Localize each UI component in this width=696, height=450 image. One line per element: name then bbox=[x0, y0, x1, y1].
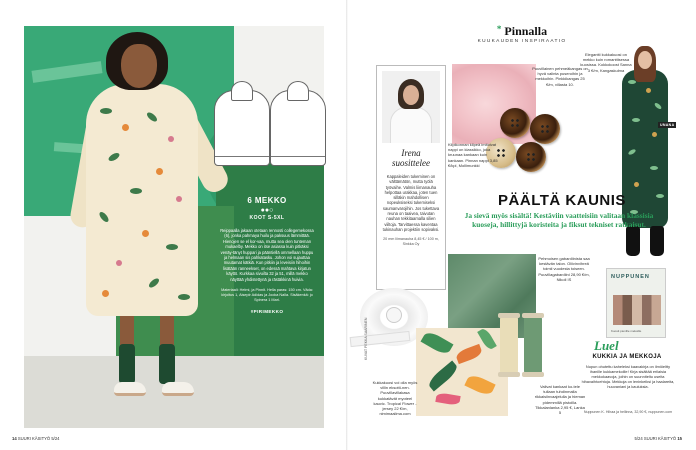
recommendation-price: 20 mm liimanauha 8,45 € / 100 m, Sinkka Oy bbox=[383, 237, 439, 247]
product-hashtag: #PIRIMEKKO bbox=[250, 309, 284, 315]
recommendation-text: Kappaleiden tukeminen on välttämätön, mutta työlä työvaihe. Valmis liimanauha helpottaa urakkaa, joten tuen silläkin mahdollisen nopeuksiseksi tukemiseksi saumanvarojihin. Jos tukettava reuna on taaivea, taivutan nauhan tekkitaamalla silien viiltoja. Tarvittaessa kaventaa tukinauhan projektiin sopivaksi. bbox=[382, 174, 440, 232]
recommendation-box bbox=[376, 65, 446, 290]
model-tag: UNANA bbox=[660, 123, 675, 127]
model-sock bbox=[159, 344, 175, 384]
portrait-photo bbox=[382, 71, 440, 143]
deck-text: Ja sievä myös sisältä! Kestäviin vaatteisiin valitaan klassisia kuoseja, hillittyjä koristeita ja fiksut tekniset ratkaisut. bbox=[464, 211, 654, 230]
book-cover-subtitle: Kuosit pienille mekoille bbox=[611, 329, 642, 333]
model-face bbox=[121, 44, 157, 88]
model-shoe bbox=[114, 382, 146, 396]
caption-pink-fabric: Puuvillainen pehmeäkangas on hyvä valinta puseroihin ja mekkoihin. Pinkkikangas 25 €/m, villasta 10. bbox=[532, 66, 588, 87]
book-heading: KUKKIA JA MEKKOJA bbox=[592, 354, 662, 360]
folio-text: 5/24 SUURI KÄSITYÖ bbox=[634, 436, 677, 441]
model-sock bbox=[119, 344, 135, 384]
book-price: Nuppunen K. Hihaa ja hellinna, 32,90 €, nuppunen.com bbox=[583, 410, 673, 414]
product-title: 6 MEKKO bbox=[247, 196, 287, 205]
caption-elegant-fabric: Elegantti kukkakuosi on mekko kuin romanttisessa kuosissa. Kokkokoost Sanna 3 €/m, Kangaskulma bbox=[580, 52, 632, 73]
model-dress bbox=[86, 84, 198, 316]
headline: PÄÄLTÄ KAUNIS bbox=[498, 192, 626, 209]
page-folio bbox=[635, 436, 683, 441]
tropical-fabric-photo bbox=[416, 328, 508, 416]
drawing-front bbox=[214, 90, 270, 166]
brand-title: Pinnalla bbox=[504, 24, 548, 38]
product-materials: Materiaali: Helmi, ja Pinnit. Hella paras: 150 cm. Väda: kirjoitus 1, Aiseplr Adidas ja Jooka Nalla. Sisäkenkä: jo Spinera 1 Mari. bbox=[221, 288, 313, 303]
section-brand bbox=[348, 24, 696, 39]
folio-text: SUURI KÄSITYÖ 5/24 bbox=[17, 436, 60, 441]
recommender-signature: Irena suosittelee bbox=[392, 148, 430, 168]
product-sizes: KOOT S-5XL bbox=[249, 215, 285, 221]
caption-thread: Valivat kankaat ko-tele tullaan tuhdinmalla rikkaisiinvaajelulla ja hieman pidemmillä pistoilla. Tikkalanlanka 2,95 €, Lanka 5 bbox=[534, 384, 586, 416]
book-exclaim: Luel bbox=[594, 338, 619, 353]
drawing-back bbox=[270, 90, 326, 166]
page-number: 14 bbox=[12, 436, 17, 441]
photo-credit: KUVAT PEKKA SAARINEN bbox=[364, 317, 368, 360]
book-description: Nupun ohutettu kaheleksi kaavakirja on ilmiöeltty ihanille kukkamekoille! Kirja sisältää erilaisia mekkokaavoja, joihin on suunniteltu useita hihavaihtoehtoja. Mekkoja on leninkeiksi ja haalareita, huuvaniani ja kauluksia. bbox=[581, 364, 675, 390]
caption-tropical-fabric: Kukkakuosi voi olla myös villin eksotti-nen. Puuvillavillakasa kukkatävät myoteel kauvic. Tropical Flower -jersey 22 €/m, nimimaailma.com bbox=[372, 380, 418, 417]
caption-green-fabric: Pehmoisen gabardiinista saa kestävän talon. Oliivinvihreä toimii vuodesta toiseen. Puuvillagabardiini 28,90 €/m, Nikoli IS bbox=[538, 256, 590, 282]
green-fabric-photo bbox=[448, 254, 536, 338]
caption-buttons: Kilpikonnan kilpeä imitoivat nappi on klassikko, joka kruunaa kankaan kuin kankaan. Pinnan nappi 3,85 €/kpl, Mollimunkki bbox=[448, 142, 498, 168]
thread-spool-cream bbox=[500, 316, 518, 374]
product-description: Reippaalla jakaan otetaan rennosti collegemekossa (6), jonka pahmaya huilu ja paksuus lämmittää. Hienojen se el kor-vaa, mutta sea olen tunteman mukaelby. Mekko on itse asiassa kuin pitkäksi venäy-tänyt huppari ja pääntiellä ommellaan huppu ja helmaan sis pahkatasku. Johon voi sujauttaa muutamat kätkiä. Kun pitkiin ja leveisiin hihoihin lisätään ranneekset, on edessä mahtava kirjatun käyttö. Kurkkaa sivuilta 32 ja 51, millä mekko näyttää yhdistettynä ja rästäkkinä huivia. bbox=[220, 228, 314, 282]
right-page bbox=[348, 0, 696, 450]
technical-drawing bbox=[210, 80, 328, 174]
product-info-panel bbox=[210, 186, 324, 358]
book-cover-title: NUPPUNEN bbox=[611, 274, 650, 280]
model-shoe bbox=[162, 382, 194, 396]
difficulty-rating: ●●○ bbox=[260, 207, 274, 214]
page-number: 15 bbox=[677, 436, 682, 441]
thread-spool-green bbox=[524, 316, 542, 374]
page-folio bbox=[12, 436, 60, 441]
brand-subtitle: KUUKAUDEN INSPIRAATIO bbox=[477, 39, 567, 44]
brand-star: * bbox=[496, 24, 502, 34]
book-cover bbox=[606, 268, 666, 338]
